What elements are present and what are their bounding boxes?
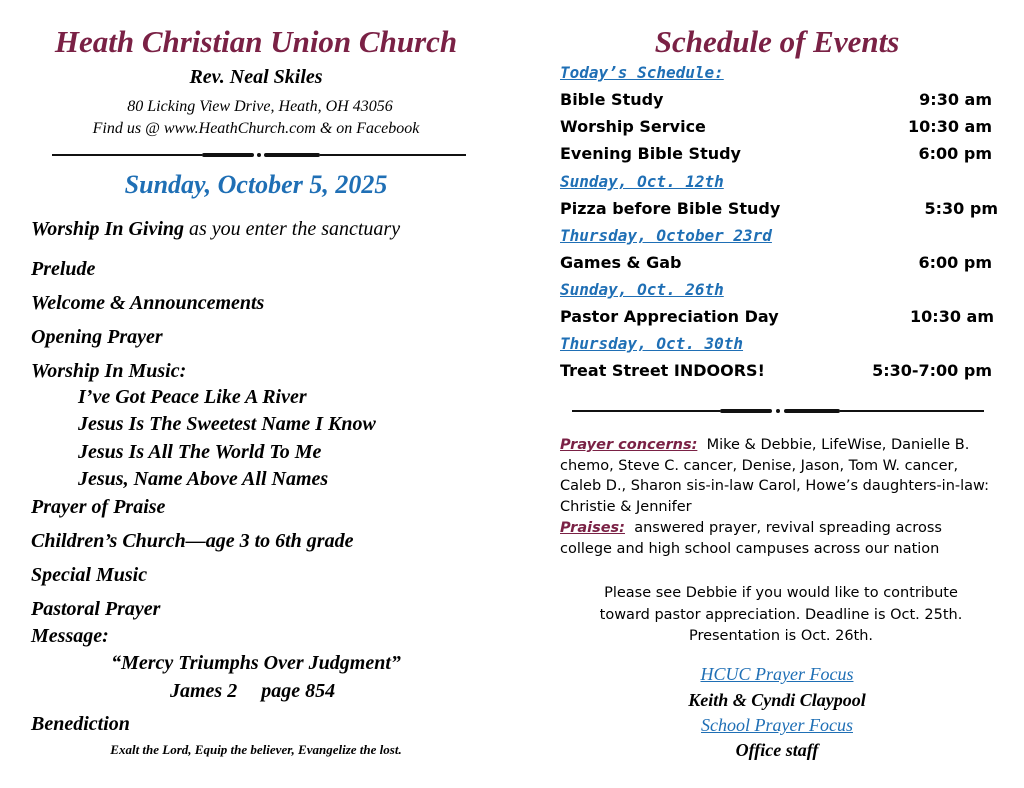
event-time: 10:30 am [910, 307, 994, 326]
appreciation-notice [552, 583, 1010, 648]
event-date-heading: Thursday, October 23rd [560, 226, 772, 245]
welcome-announcements: Welcome & Announcements [31, 292, 265, 314]
event-time: 10:30 am [908, 117, 992, 136]
worship-in-music-heading: Worship In Music: [31, 360, 187, 382]
schedule-row [560, 307, 994, 326]
schedule-row [560, 199, 998, 218]
message-title: “Mercy Triumphs Over Judgment” [111, 652, 401, 674]
special-music: Special Music [31, 564, 148, 586]
church-name: Heath Christian Union Church [54, 24, 458, 59]
benediction: Benediction [31, 713, 130, 735]
notice-line-3: Presentation is Oct. 26th. [688, 628, 874, 644]
divider-ornament [572, 409, 984, 413]
event-name: Bible Study [560, 90, 664, 109]
divider-ornament [52, 153, 466, 157]
event-time: 6:00 pm [918, 253, 992, 272]
song-3: Jesus Is All The World To Me [78, 441, 322, 463]
find-us-line: Find us @ www.HeathChurch.com & on Facebook [92, 120, 420, 137]
message-heading: Message: [31, 625, 109, 647]
event-name: Evening Bible Study [560, 144, 741, 163]
hcuc-prayer-focus-name: Keith & Cyndi Claypool [688, 690, 866, 710]
today-schedule-heading: Today’s Schedule: [560, 63, 724, 82]
pastor-name: Rev. Neal Skiles [189, 66, 323, 88]
childrens-church: Children’s Church—age 3 to 6th grade [31, 530, 354, 552]
event-name: Pastor Appreciation Day [560, 307, 779, 326]
event-date-heading: Thursday, Oct. 30th [560, 334, 744, 353]
scripture-page: page 854 [261, 680, 336, 702]
event-time: 5:30 pm [924, 199, 998, 218]
schedule-row [560, 90, 992, 109]
event-time: 5:30-7:00 pm [872, 361, 992, 380]
song-4: Jesus, Name Above All Names [78, 468, 329, 490]
prayer-of-praise: Prayer of Praise [31, 496, 166, 518]
prayer-concerns [560, 435, 990, 517]
hcuc-prayer-focus-label: HCUC Prayer Focus [700, 664, 854, 684]
giving-note: as you enter the sanctuary [184, 218, 401, 240]
praises [560, 518, 990, 559]
event-date-heading: Sunday, Oct. 12th [560, 172, 724, 191]
church-address: 80 Licking View Drive, Heath, OH 43056 [127, 98, 393, 115]
praises-label: Praises: [560, 520, 625, 536]
notice-line-2: toward pastor appreciation. Deadline is Oct. 25th. [599, 606, 963, 623]
schedule-title: Schedule of Events [654, 24, 900, 59]
opening-prayer: Opening Prayer [31, 326, 163, 348]
event-name: Pizza before Bible Study [560, 199, 781, 218]
schedule-panel [512, 0, 1024, 788]
prelude: Prelude [31, 258, 96, 280]
event-date-heading: Sunday, Oct. 26th [560, 280, 724, 299]
giving-title: Worship In Giving [31, 218, 185, 240]
song-2: Jesus Is The Sweetest Name I Know [78, 413, 376, 435]
event-name: Games & Gab [560, 253, 682, 272]
prayer-concerns-label: Prayer concerns: [560, 437, 698, 453]
event-time: 6:00 pm [918, 144, 992, 163]
worship-in-giving [31, 218, 400, 241]
church-motto: Exalt the Lord, Equip the believer, Evangelize the lost. [110, 742, 402, 757]
prayer-concerns-text: Mike & Debbie, LifeWise, Danielle B. chemo, Steve C. cancer, Denise, Jason, Tom W. cancer, Caleb D., Sharon sis-in-law Carol, Howe’s daughters-in-law: Christie & Jennifer [560, 437, 990, 515]
event-name: Treat Street INDOORS! [560, 361, 765, 380]
song-1: I’ve Got Peace Like A River [78, 386, 307, 408]
school-prayer-focus-label: School Prayer Focus [701, 715, 853, 735]
schedule-row [560, 144, 992, 163]
schedule-row [560, 253, 992, 272]
pastoral-prayer: Pastoral Prayer [31, 598, 161, 620]
notice-line-1: Please see Debbie if you would like to contribute [604, 585, 958, 601]
praises-text: answered prayer, revival spreading across college and high school campuses across our nation [560, 520, 942, 557]
schedule-row [560, 361, 992, 380]
event-name: Worship Service [560, 117, 706, 136]
schedule-row [560, 117, 992, 136]
school-prayer-focus-name: Office staff [735, 740, 819, 760]
scripture-reference [170, 680, 335, 703]
scripture-passage: James 2 [170, 680, 238, 702]
event-time: 9:30 am [919, 90, 992, 109]
service-date: Sunday, October 5, 2025 [124, 170, 388, 199]
